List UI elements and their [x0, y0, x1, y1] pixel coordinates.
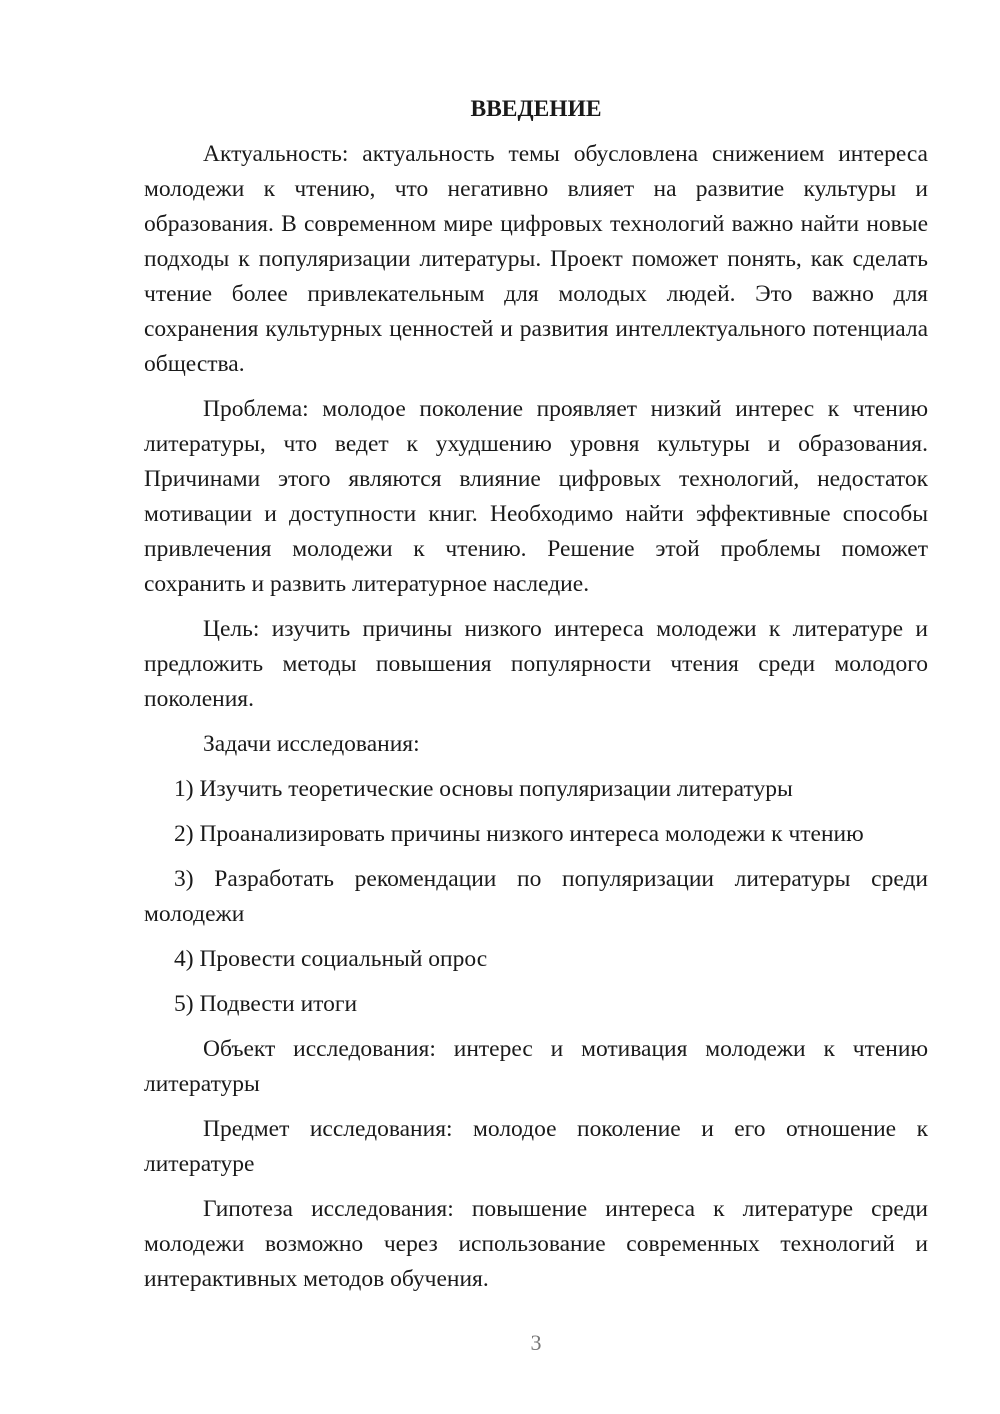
section-title: ВВЕДЕНИЕ [470, 96, 602, 122]
hypothesis-paragraph: Гипотеза исследования: повышение интереса к литературе среди молодежи возможно через использование современных технологий и интерактивных методов обучения. [144, 1196, 928, 1292]
task-item: 2) Проанализировать причины низкого интереса молодежи к чтению [174, 821, 864, 847]
page-number: 3 [530, 1330, 542, 1355]
relevance-paragraph: Актуальность: актуальность темы обусловлена снижением интереса молодежи к чтению, что негативно влияет на развитие культуры и образования. В современном мире цифровых технологий важно найти новые подходы к популяризации литературы. Проект поможет понять, как сделать чтение более привлекательным для молодых людей. Это важно для сохранения культурных ценностей и развития интеллектуального потенциала общества. [144, 141, 928, 377]
problem-paragraph: Проблема: молодое поколение проявляет низкий интерес к чтению литературы, что ведет к ухудшению уровня культуры и образования. Причинами этого являются влияние цифровых технологий, недостаток мотивации и доступности книг. Необходимо найти эффективные способы привлечения молодежи к чтению. Решение этой проблемы поможет сохранить и развить литературное наследие. [144, 396, 928, 597]
task-item: 5) Подвести итоги [174, 991, 358, 1017]
task-item: 4) Провести социальный опрос [174, 946, 488, 972]
goal-paragraph: Цель: изучить причины низкого интереса молодежи к литературе и предложить методы повышения популярности чтения среди молодого поколения. [144, 616, 928, 712]
document-page [144, 92, 928, 1307]
tasks-heading: Задачи исследования: [203, 731, 420, 757]
task-item: 3) Разработать рекомендации по популяризации литературы среди молодежи [144, 866, 928, 927]
subject-paragraph: Предмет исследования: молодое поколение и его отношение к литературе [144, 1116, 928, 1177]
object-paragraph: Объект исследования: интерес и мотивация молодежи к чтению литературы [144, 1036, 928, 1097]
tasks-list [144, 772, 928, 1022]
task-item: 1) Изучить теоретические основы популяризации литературы [174, 776, 793, 802]
